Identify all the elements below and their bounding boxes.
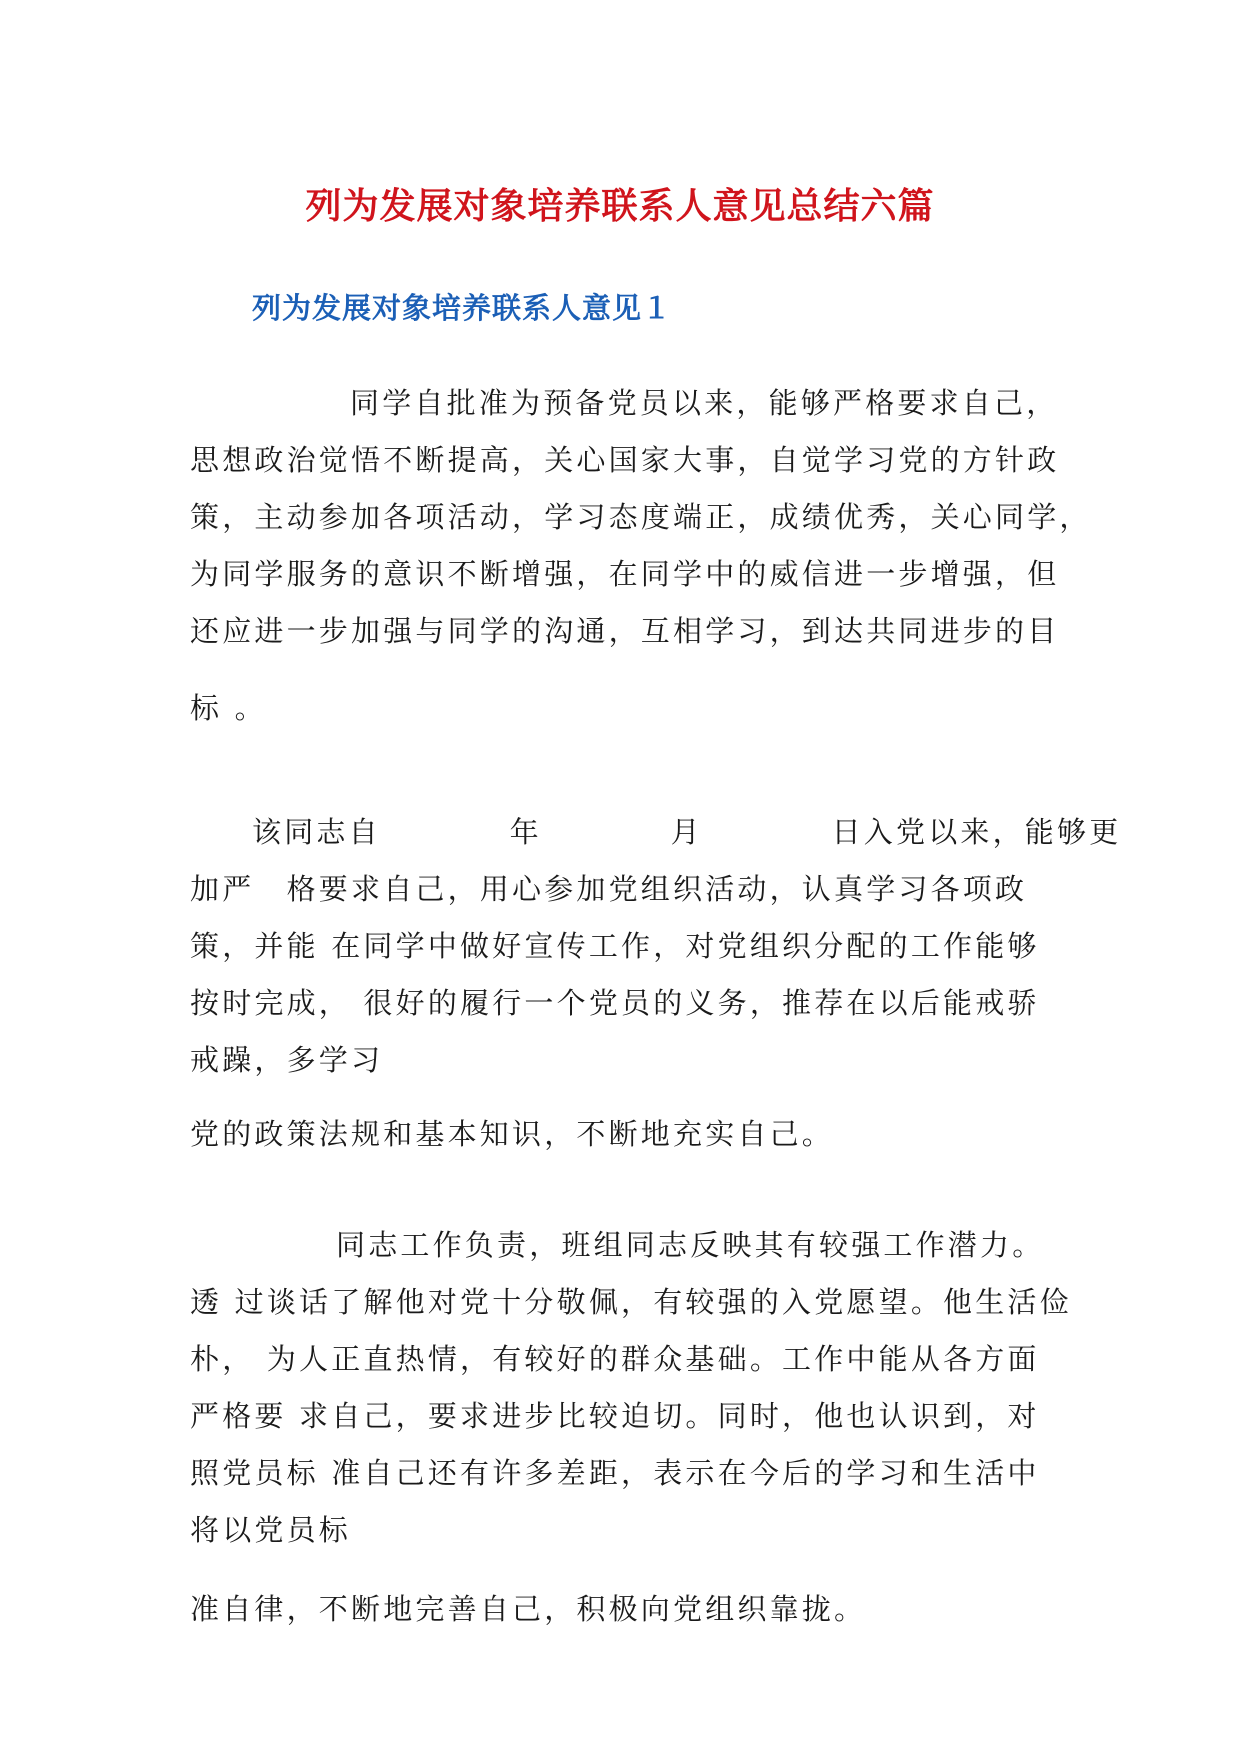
section-heading: 列为发展对象培养联系人意见１ [252,291,673,325]
paragraph-line: 透 过谈话了解他对党十分敬佩，有较强的入党愿望。他生活俭 [190,1285,1072,1319]
paragraph-line: 戒躁，多学习 [190,1043,384,1077]
paragraph-line: 标 。 [190,691,267,725]
paragraph-line: 严格要 求自己，要求进步比较迫切。同时，他也认识到，对 [190,1399,1040,1433]
paragraph-line: 照党员标 准自己还有许多差距，表示在今后的学习和生活中 [190,1456,1040,1490]
paragraph-line: 朴， 为人正直热情，有较好的群众基础。工作中能从各方面 [190,1342,1040,1376]
paragraph-line: 策，主动参加各项活动，学习态度端正，成绩优秀，关心同学， [190,500,1092,534]
paragraph-line: 准自律，不断地完善自己，积极向党组织靠拢。 [190,1592,867,1626]
paragraph-line: 同学自批准为预备党员以来，能够严格要求自己， [350,386,1059,420]
paragraph-line: 还应进一步加强与同学的沟通，互相学习，到达共同进步的目 [190,614,1060,648]
document-title: 列为发展对象培养联系人意见总结六篇 [305,185,935,227]
paragraph-line: 该同志自 年 月 日入党以来，能够更 [252,815,1122,849]
paragraph-line: 同志工作负责，班组同志反映其有较强工作潜力。 [336,1228,1045,1262]
paragraph-line: 策，并能 在同学中做好宣传工作，对党组织分配的工作能够 [190,929,1040,963]
paragraph-line: 按时完成， 很好的履行一个党员的义务，推荐在以后能戒骄 [190,986,1040,1020]
paragraph-line: 将以党员标 [190,1513,352,1547]
paragraph-line: 为同学服务的意识不断增强，在同学中的威信进一步增强，但 [190,557,1060,591]
paragraph-line: 党的政策法规和基本知识，不断地充实自己。 [190,1117,835,1151]
paragraph-line: 加严 格要求自己，用心参加党组织活动，认真学习各项政 [190,872,1028,906]
paragraph-line: 思想政治觉悟不断提高，关心国家大事，自觉学习党的方针政 [190,443,1060,477]
